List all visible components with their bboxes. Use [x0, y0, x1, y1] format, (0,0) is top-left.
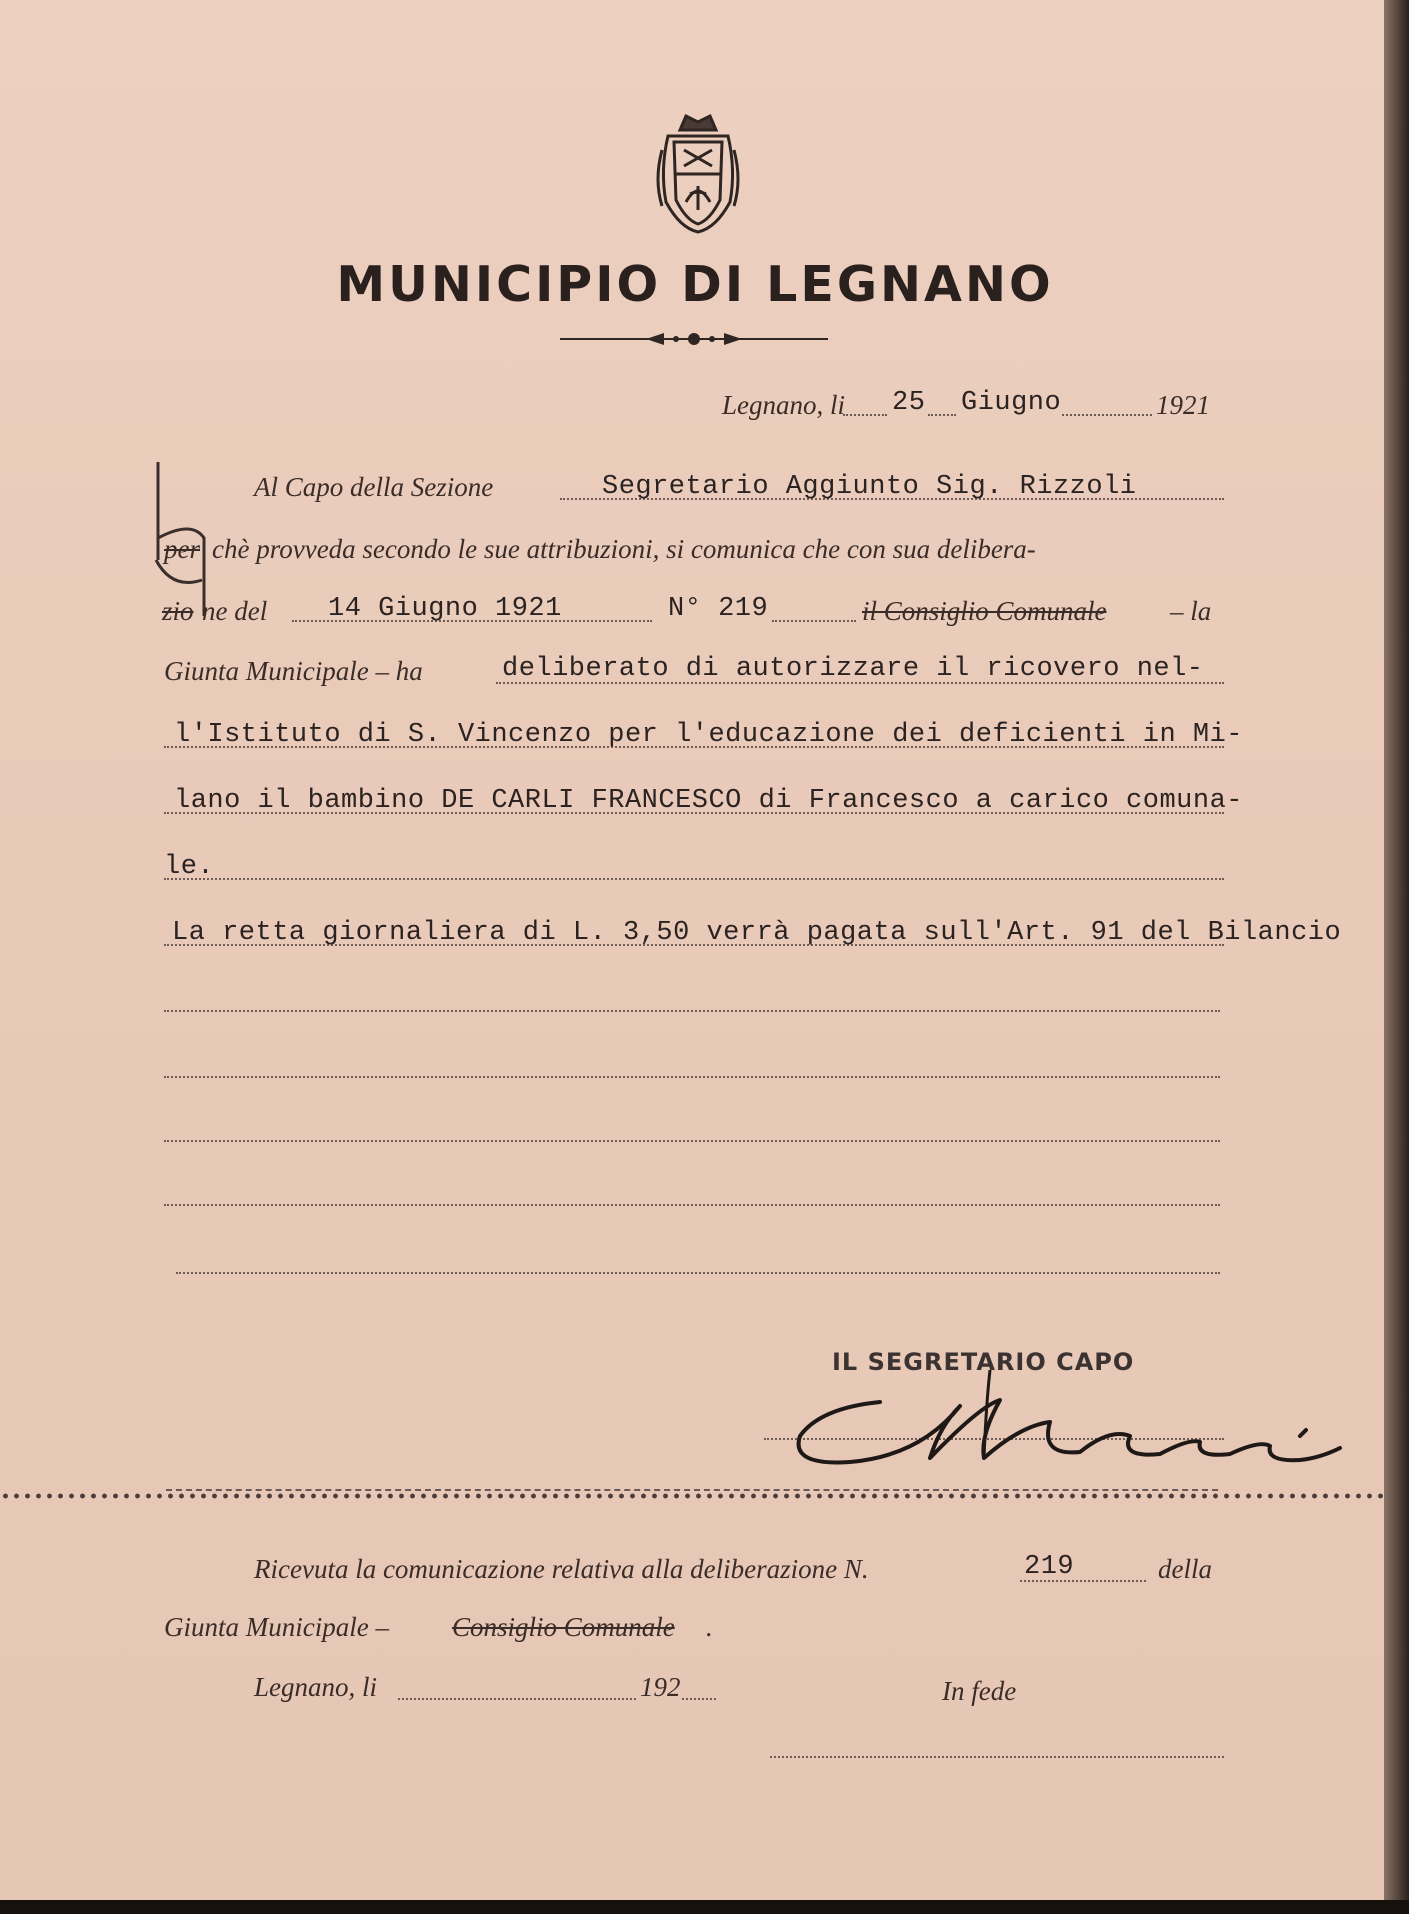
receipt-date-line — [398, 1698, 636, 1700]
ornamental-divider-icon — [560, 328, 828, 350]
signatory-title: IL SEGRETARIO CAPO — [832, 1348, 1135, 1376]
empty-line — [164, 1140, 1220, 1142]
line8-text: La retta giornaliera di L. 3,50 verrà pagata sull'Art. 91 del Bilancio — [172, 918, 1342, 948]
receipt-signature-line — [770, 1756, 1224, 1758]
line2-text: chè provveda secondo le sue attribuzioni, si comunica che con sua delibera- — [212, 534, 1036, 564]
deliberation-date-label: ne del — [202, 596, 268, 626]
empty-line — [176, 1272, 1220, 1274]
deliberation-date: 14 Giugno 1921 — [328, 594, 562, 624]
receipt-line2-end: . — [706, 1612, 713, 1642]
section-head-label: Al Capo della Sezione — [254, 472, 494, 502]
date-month: Giugno — [961, 388, 1062, 418]
perforation-dash-line — [166, 1489, 1218, 1491]
line6-text: lano il bambino DE CARLI FRANCESCO di Francesco a carico comuna- — [174, 786, 1243, 816]
perforation-line — [0, 1491, 1384, 1501]
receipt-date-label: Legnano, li — [254, 1672, 378, 1702]
receipt-struck-consiglio: Consiglio Comunale — [452, 1612, 675, 1642]
empty-line — [164, 1204, 1220, 1206]
receipt-number: 219 — [1024, 1552, 1075, 1582]
struck-consiglio-comunale: il Consiglio Comunale — [862, 596, 1107, 626]
receipt-year: 192 — [640, 1672, 681, 1702]
receipt-line1-end: della — [1158, 1554, 1212, 1584]
empty-line — [164, 1076, 1220, 1078]
date-year-line — [1062, 414, 1152, 416]
deliberation-number-line — [772, 620, 856, 622]
receipt-number-line — [1020, 1580, 1146, 1582]
section-head-value: Segretario Aggiunto Sig. Rizzoli — [602, 472, 1137, 502]
date-day-line — [843, 414, 887, 416]
line7-dots — [164, 878, 1224, 880]
legnano-coat-of-arms-icon — [650, 110, 746, 234]
deliberation-number: N° 219 — [668, 594, 769, 624]
background-strip — [0, 1900, 1409, 1914]
empty-line — [164, 1010, 1220, 1012]
page-title: MUNICIPIO DI LEGNANO — [336, 256, 1054, 313]
line5-text: l'Istituto di S. Vincenzo per l'educazione dei deficienti in Mi- — [174, 720, 1243, 750]
line7-text: le. — [164, 852, 215, 882]
line4-text: deliberato di autorizzare il ricovero nel- — [502, 654, 1204, 684]
receipt-in-fede: In fede — [942, 1676, 1017, 1706]
receipt-year-line — [682, 1698, 716, 1700]
line3-struck-prefix: zio — [162, 596, 194, 626]
date-day: 25 — [892, 388, 926, 418]
line3-end: – la — [1170, 596, 1212, 626]
receipt-line1-label: Ricevuta la comunicazione relativa alla deliberazione N. — [254, 1554, 869, 1584]
line2-struck-prefix: per — [164, 534, 200, 564]
paper-edge-shadow — [1384, 0, 1409, 1914]
date-month-line — [928, 414, 956, 416]
date-label: Legnano, li — [722, 390, 846, 420]
handwritten-signature-icon — [780, 1366, 1370, 1476]
date-year: 1921 — [1156, 390, 1210, 420]
receipt-line2-label: Giunta Municipale – — [164, 1612, 389, 1642]
giunta-label: Giunta Municipale – ha — [164, 656, 423, 686]
